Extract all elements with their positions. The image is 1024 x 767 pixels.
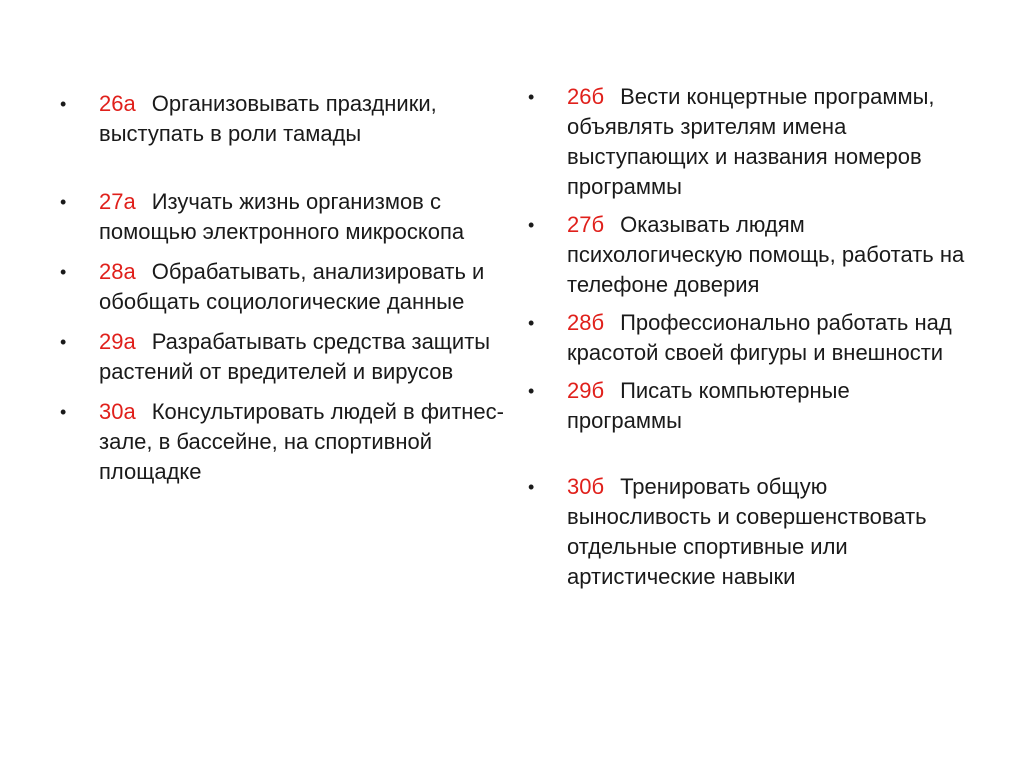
bullet-icon: • xyxy=(528,313,535,333)
item-text: Разрабатывать средства защиты растений от вредителей и вирусов xyxy=(99,329,491,384)
list-item-28b xyxy=(528,308,968,368)
list-item-29b xyxy=(528,376,968,436)
item-text: Изучать жизнь организмов с помощью электронного микроскопа xyxy=(99,189,465,244)
list-item-26b xyxy=(528,82,968,202)
item-code: 29б xyxy=(567,378,605,403)
item-text: Профессионально работать над красотой своей фигуры и внешности xyxy=(567,310,952,365)
bullet-icon: • xyxy=(60,262,67,282)
bullet-icon: • xyxy=(60,402,67,422)
left-column-list xyxy=(60,89,510,487)
item-code: 29а xyxy=(99,329,136,354)
list-item-30a xyxy=(60,397,510,487)
bullet-icon: • xyxy=(528,477,535,497)
item-text: Обрабатывать, анализировать и обобщать социологические данные xyxy=(99,259,485,314)
list-item-30b xyxy=(528,472,968,592)
list-item-27a xyxy=(60,187,510,247)
item-text: Организовывать праздники, выступать в роли тамады xyxy=(99,91,437,146)
item-code: 28б xyxy=(567,310,605,335)
item-code: 27а xyxy=(99,189,136,214)
list-item-27b xyxy=(528,210,968,300)
bullet-icon: • xyxy=(528,87,535,107)
bullet-icon: • xyxy=(60,332,67,352)
item-text: Оказывать людям психологическую помощь, работать на телефоне доверия xyxy=(567,212,965,297)
list-item-29a xyxy=(60,327,510,387)
item-text: Консультировать людей в фитнес- зале, в бассейне, на спортивной площадке xyxy=(99,399,504,484)
list-item-26a xyxy=(60,89,510,149)
item-text: Писать компьютерные программы xyxy=(567,378,850,433)
item-code: 26б xyxy=(567,84,605,109)
item-code: 26а xyxy=(99,91,136,116)
bullet-icon: • xyxy=(528,215,535,235)
item-text: Тренировать общую выносливость и совершенствовать отдельные спортивные или артистические навыки xyxy=(567,474,927,589)
list-item-28a xyxy=(60,257,510,317)
bullet-icon: • xyxy=(60,94,67,114)
item-text: Вести концертные программы, объявлять зрителям имена выступающих и названия номеров программы xyxy=(567,84,935,199)
item-code: 30б xyxy=(567,474,605,499)
bullet-icon: • xyxy=(528,381,535,401)
right-column-list xyxy=(528,82,968,592)
item-code: 28а xyxy=(99,259,136,284)
item-code: 27б xyxy=(567,212,605,237)
bullet-icon: • xyxy=(60,192,67,212)
item-code: 30а xyxy=(99,399,136,424)
